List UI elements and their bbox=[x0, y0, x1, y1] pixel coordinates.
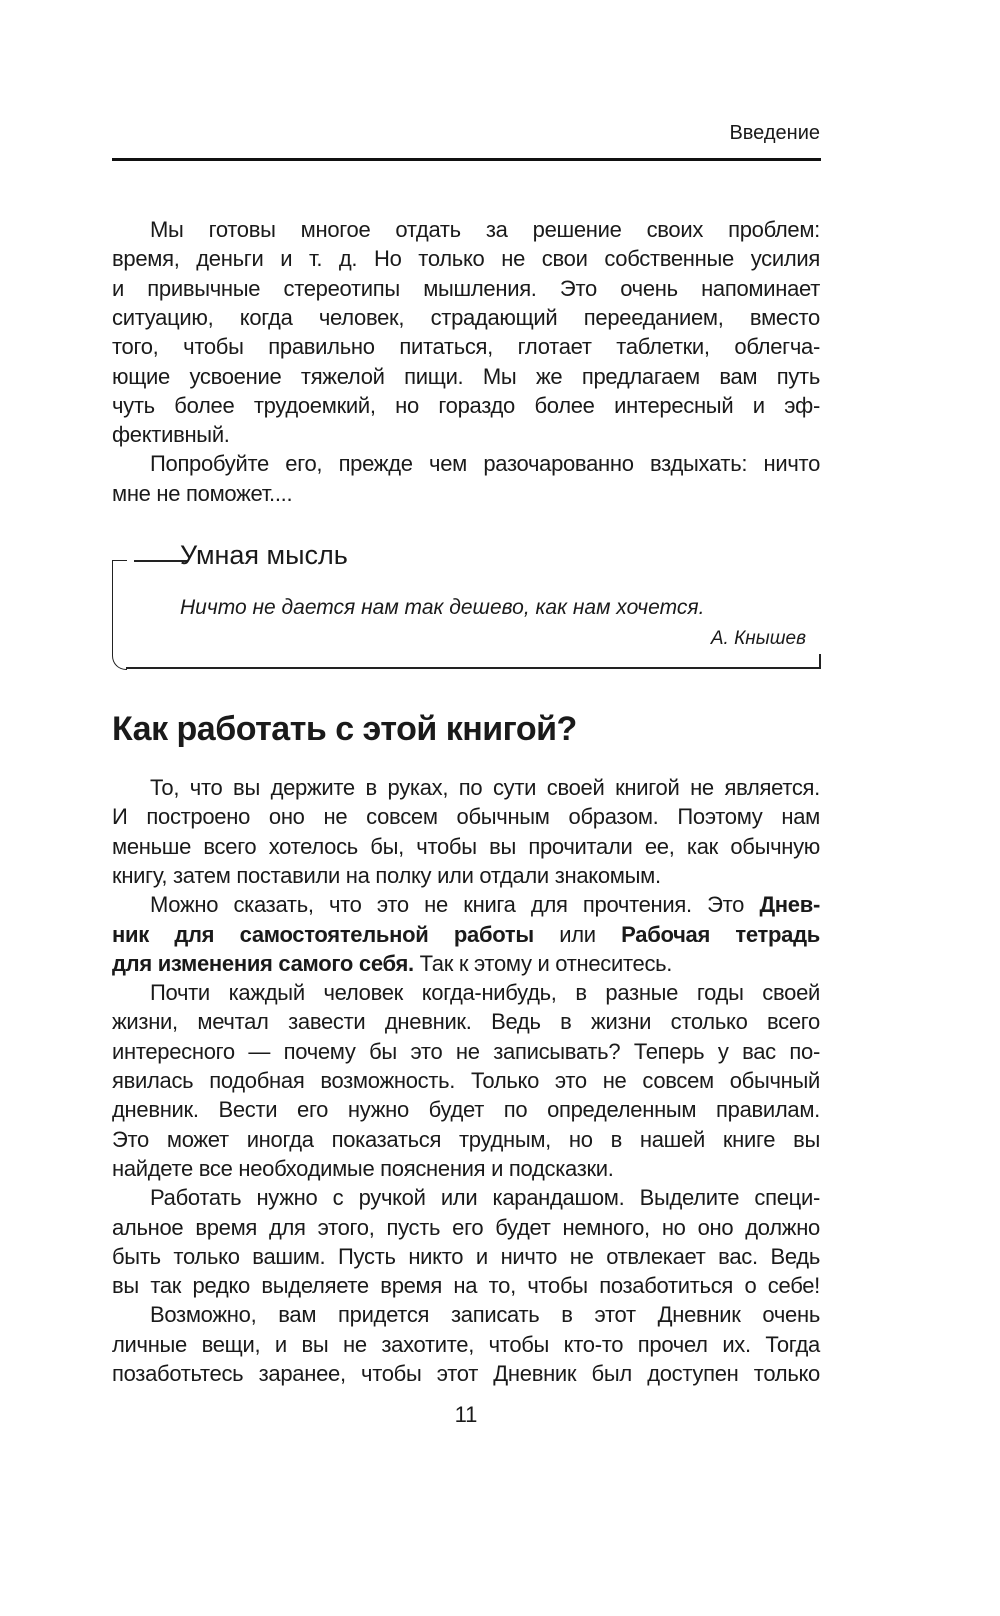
text-line bbox=[150, 1184, 820, 1212]
page-number: 11 bbox=[454, 1402, 478, 1427]
text-line bbox=[112, 1360, 820, 1388]
text-line bbox=[112, 950, 820, 978]
text-segment: И построено оно не совсем обычным образом. Поэтому нам bbox=[112, 804, 820, 830]
text-line bbox=[112, 480, 820, 508]
text-segment: Можно сказать, что это не книга для прочтения. Это bbox=[150, 892, 760, 918]
text-line bbox=[112, 1126, 820, 1154]
text-segment: и привычные стереотипы мышления. Это очень напоминает bbox=[112, 275, 820, 301]
text-segment: личные вещи, и вы не захотите, чтобы кто-то прочел их. Тогда bbox=[112, 1331, 820, 1357]
text-line bbox=[150, 1301, 820, 1329]
bold-text: Днев- bbox=[759, 892, 820, 918]
text-segment: или bbox=[533, 921, 622, 947]
text-segment: время, деньги и т. д. Но только не свои собственные усилия bbox=[112, 246, 820, 272]
text-segment: позаботьтесь заранее, чтобы этот Дневник был доступен только bbox=[112, 1361, 820, 1386]
frame-left-bracket bbox=[112, 560, 127, 670]
text-line bbox=[150, 891, 820, 919]
frame-right-tick bbox=[819, 654, 821, 669]
text-segment: книгу, затем поставили на полку или отдали знакомым. bbox=[112, 862, 661, 888]
text-line bbox=[112, 1331, 820, 1359]
text-line bbox=[112, 1038, 820, 1066]
text-segment: Возможно, вам придется записать в этот Дневник очень bbox=[150, 1302, 820, 1328]
text-segment: явилась подобная возможность. Только это не совсем обычный bbox=[112, 1068, 820, 1093]
text-segment: Так к этому и отнеситесь. bbox=[413, 950, 673, 976]
text-line bbox=[112, 833, 820, 861]
text-line bbox=[112, 1272, 820, 1300]
text-segment: альное время для этого, пусть его будет немного, но оно должно bbox=[112, 1214, 820, 1240]
text-line bbox=[150, 979, 820, 1007]
text-segment: чуть более трудоемкий, но гораздо более интересный и эф- bbox=[112, 392, 820, 418]
text-line bbox=[112, 1008, 820, 1036]
text-line bbox=[112, 304, 820, 332]
text-line bbox=[112, 421, 820, 449]
text-segment: найдете все необходимые пояснения и подсказки. bbox=[112, 1155, 614, 1181]
text-line bbox=[112, 1214, 820, 1242]
text-line bbox=[112, 1096, 820, 1124]
text-segment: меньше всего хотелось бы, чтобы вы прочитали ее, как обычную bbox=[112, 833, 820, 859]
text-segment: того, чтобы правильно питаться, глотает таблетки, облегча- bbox=[112, 334, 820, 360]
text-line bbox=[112, 921, 820, 949]
text-line bbox=[112, 1243, 820, 1271]
text-segment: жизни, мечтал завести дневник. Ведь в жизни столько всего bbox=[112, 1009, 820, 1035]
text-segment: вы так редко выделяете время на то, чтобы позаботиться о себе! bbox=[112, 1273, 820, 1299]
bold-text: для изменения самого себя. bbox=[112, 950, 414, 976]
text-segment: интересного — почему бы это не записывать? Теперь у вас по- bbox=[112, 1038, 820, 1064]
text-segment: Работать нужно с ручкой или карандашом. Выделите специ- bbox=[150, 1185, 820, 1211]
text-segment: фективный. bbox=[112, 422, 230, 448]
text-segment: Почти каждый человек когда-нибудь, в разные годы своей bbox=[150, 980, 820, 1006]
text-segment: ситуацию, когда человек, страдающий перееданием, вместо bbox=[112, 304, 820, 330]
text-line bbox=[112, 1067, 820, 1095]
text-line bbox=[150, 450, 820, 478]
text-segment: ющие усвоение тяжелой пищи. Мы же предлагаем вам путь bbox=[112, 363, 820, 389]
running-header: Введение bbox=[729, 122, 820, 144]
text-line bbox=[112, 862, 820, 890]
section-heading: Как работать с этой книгой? bbox=[112, 710, 577, 748]
frame-bottom-line bbox=[126, 667, 820, 669]
text-segment: быть только вашим. Пусть никто и ничто не отвлекает вас. Ведь bbox=[112, 1243, 820, 1269]
text-segment: мне не поможет.... bbox=[112, 480, 293, 506]
text-line bbox=[112, 333, 820, 361]
text-line bbox=[150, 216, 820, 244]
text-segment: Попробуйте его, прежде чем разочарованно вздыхать: ничто bbox=[150, 451, 820, 477]
text-segment: Мы готовы многое отдать за решение своих проблем: bbox=[150, 217, 820, 242]
smart-thought-title: Умная мысль bbox=[180, 540, 348, 570]
text-line bbox=[112, 803, 820, 831]
bold-text: ник для самостоятельной работы bbox=[112, 921, 534, 947]
text-segment: Это может иногда показаться трудным, но в нашей книге вы bbox=[112, 1126, 820, 1152]
smart-thought-quote: Ничто не дается нам так дешево, как нам хочется. bbox=[180, 596, 705, 619]
header-rule bbox=[112, 158, 821, 161]
text-line bbox=[112, 1155, 820, 1183]
bold-text: Рабочая тетрадь bbox=[621, 921, 820, 947]
text-line bbox=[112, 363, 820, 391]
text-segment: То, что вы держите в руках, по сути своей книгой не является. bbox=[150, 775, 820, 800]
text-line bbox=[150, 774, 820, 802]
text-line bbox=[112, 275, 820, 303]
text-line bbox=[112, 392, 820, 420]
text-line bbox=[112, 245, 820, 273]
text-segment: дневник. Вести его нужно будет по определенным правилам. bbox=[112, 1097, 820, 1123]
smart-thought-author: А. Кнышев bbox=[710, 628, 806, 649]
